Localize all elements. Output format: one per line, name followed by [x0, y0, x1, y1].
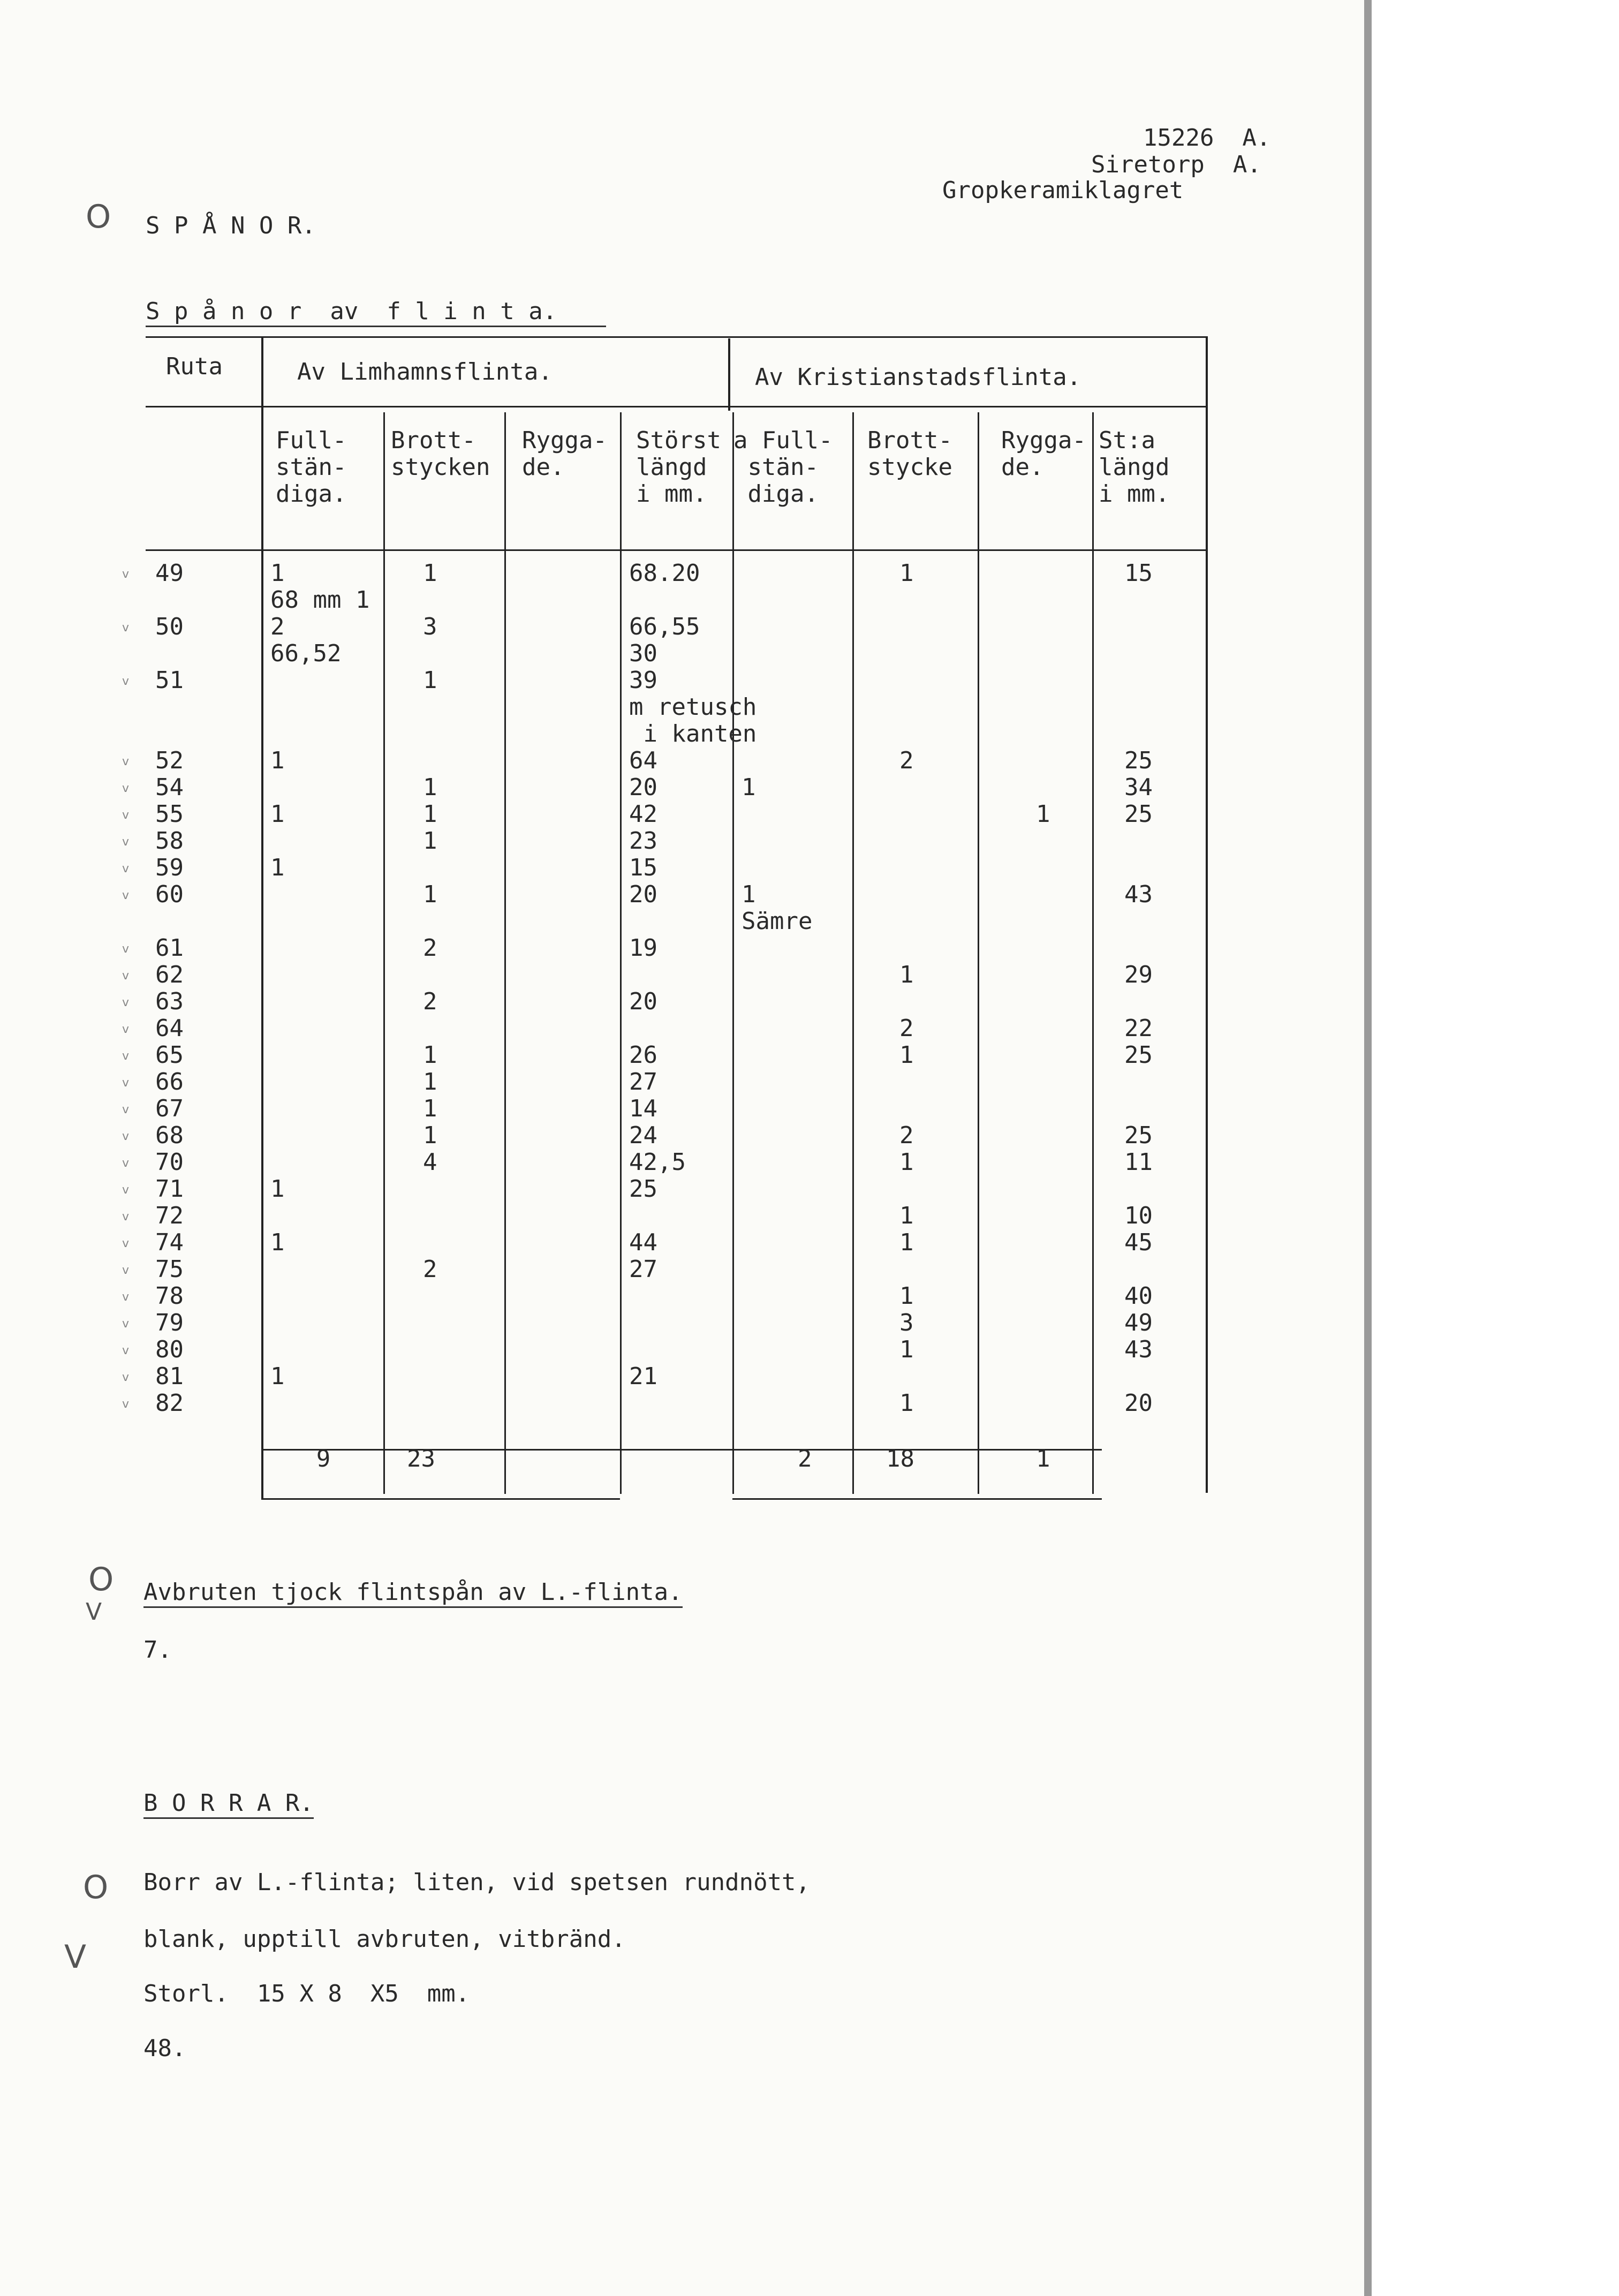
subheader-full-k: a Full- stän- diga. — [733, 427, 833, 508]
margin-check-mark-2: V — [64, 1938, 87, 1976]
col-line-7 — [1092, 412, 1094, 1494]
cell-sta-k-row-79: 49 — [1124, 1309, 1153, 1336]
cell-ruta-row-78: 78 — [155, 1282, 184, 1310]
subheader-sta-k: St:a längd i mm. — [1099, 427, 1170, 508]
cell-ruta-row-61: 61 — [155, 934, 184, 962]
margin-circle-mark-1: O — [86, 198, 111, 236]
cell-storst-l-row-50: 66,55 30 — [629, 613, 700, 667]
note-avbruten-number: 7. — [143, 1636, 172, 1664]
margin-tick-row-81: v — [122, 1371, 130, 1384]
cell-ruta-row-66: 66 — [155, 1068, 184, 1096]
cell-brott-k-row-82: 1 — [899, 1389, 914, 1417]
cell-sta-k-row-49: 15 — [1124, 560, 1153, 587]
cell-sta-k-row-62: 29 — [1124, 961, 1153, 988]
margin-tick-row-75: v — [122, 1264, 130, 1277]
cell-storst-l-row-61: 19 — [629, 934, 657, 962]
cell-sta-k-row-74: 45 — [1124, 1229, 1153, 1256]
note-borr-line-1: Borr av L.-flinta; liten, vid spetsen rundnött, — [143, 1869, 811, 1896]
cell-ruta-row-54: 54 — [155, 774, 184, 801]
cell-brott-l-row-63: 2 — [423, 988, 437, 1015]
cell-ruta-row-59: 59 — [155, 854, 184, 881]
margin-tick-row-51: v — [122, 675, 130, 688]
cell-ruta-row-62: 62 — [155, 961, 184, 988]
cell-brott-l-row-54: 1 — [423, 774, 437, 801]
section-subtitle: S p å n o r av f l i n t a. — [146, 298, 606, 327]
margin-circle-mark-2: O — [88, 1561, 114, 1598]
cell-brott-k-row-68: 2 — [899, 1122, 914, 1149]
cell-brott-l-row-75: 2 — [423, 1256, 437, 1283]
cell-sta-k-row-72: 10 — [1124, 1202, 1153, 1229]
cell-storst-l-row-59: 15 — [629, 854, 657, 881]
margin-tick-row-70: v — [122, 1157, 130, 1170]
total-full-k: 2 — [798, 1445, 812, 1472]
margin-tick-row-67: v — [122, 1103, 130, 1116]
cell-sta-k-row-52: 25 — [1124, 747, 1153, 774]
cell-full-l-row-52: 1 — [270, 747, 285, 774]
totals-bottom-line-left — [261, 1498, 620, 1500]
cell-storst-l-row-49: 68.20 — [629, 560, 700, 587]
cell-storst-l-row-55: 42 — [629, 800, 657, 828]
cell-brott-l-row-49: 1 — [423, 560, 437, 587]
margin-tick-row-59: v — [122, 862, 130, 875]
cell-storst-l-row-68: 24 — [629, 1122, 657, 1149]
cell-ruta-row-65: 65 — [155, 1041, 184, 1069]
margin-tick-row-50: v — [122, 621, 130, 635]
table-header-line — [146, 406, 1208, 407]
cell-brott-k-row-74: 1 — [899, 1229, 914, 1256]
cell-full-l-row-59: 1 — [270, 854, 285, 881]
col-line-3 — [620, 412, 622, 1494]
margin-tick-row-60: v — [122, 889, 130, 902]
header-ruta: Ruta — [166, 353, 223, 380]
totals-top-line — [261, 1449, 1102, 1451]
cell-ruta-row-49: 49 — [155, 560, 184, 587]
margin-tick-row-79: v — [122, 1317, 130, 1331]
cell-brott-k-row-80: 1 — [899, 1336, 914, 1363]
cell-storst-l-row-63: 20 — [629, 988, 657, 1015]
header-group-limhamn: Av Limhamnsflinta. — [297, 358, 553, 386]
cell-sta-k-row-60: 43 — [1124, 881, 1153, 908]
cell-brott-l-row-60: 1 — [423, 881, 437, 908]
col-line-6 — [978, 412, 979, 1494]
table-top-line — [146, 336, 1208, 338]
subheader-brott-k: Brott- stycke — [867, 427, 952, 481]
cell-brott-k-row-79: 3 — [899, 1309, 914, 1336]
cell-ruta-row-63: 63 — [155, 988, 184, 1015]
cell-ruta-row-67: 67 — [155, 1095, 184, 1122]
cell-sta-k-row-80: 43 — [1124, 1336, 1153, 1363]
subheader-rygg-k: Rygga- de. — [1001, 427, 1086, 481]
cell-sta-k-row-55: 25 — [1124, 800, 1153, 828]
margin-tick-row-78: v — [122, 1290, 130, 1304]
cell-ruta-row-81: 81 — [155, 1363, 184, 1390]
cell-brott-k-row-52: 2 — [899, 747, 914, 774]
header-group-kristianstad: Av Kristianstadsflinta. — [755, 364, 1081, 391]
col-line-1 — [383, 412, 385, 1494]
cell-ruta-row-72: 72 — [155, 1202, 184, 1229]
cell-full-l-row-50: 2 66,52 — [270, 613, 342, 667]
total-brott-l: 23 — [407, 1445, 435, 1472]
subheader-full-l: Full- stän- diga. — [276, 427, 347, 508]
cell-brott-l-row-51: 1 — [423, 667, 437, 694]
cell-brott-l-row-61: 2 — [423, 934, 437, 962]
cell-brott-l-row-50: 3 — [423, 613, 437, 640]
margin-tick-row-49: v — [122, 568, 130, 581]
cell-storst-l-row-71: 25 — [629, 1175, 657, 1203]
cell-full-l-row-71: 1 — [270, 1175, 285, 1203]
page-edge-background — [1372, 0, 1619, 2296]
margin-tick-row-54: v — [122, 782, 130, 795]
note-borr-line-3: Storl. 15 X 8 X5 mm. — [143, 1980, 470, 2007]
margin-tick-row-74: v — [122, 1237, 130, 1250]
margin-circle-mark-3: O — [83, 1869, 109, 1906]
cell-sta-k-row-54: 34 — [1124, 774, 1153, 801]
cell-brott-l-row-55: 1 — [423, 800, 437, 828]
margin-tick-row-63: v — [122, 996, 130, 1009]
margin-tick-row-58: v — [122, 835, 130, 849]
col-line-2 — [504, 412, 506, 1494]
subheader-storst-l: Störst längd i mm. — [636, 427, 721, 508]
cell-ruta-row-58: 58 — [155, 827, 184, 855]
cell-brott-k-row-64: 2 — [899, 1015, 914, 1042]
cell-full-k-row-60: 1 Sämre — [742, 881, 813, 935]
col-line-right — [1206, 336, 1208, 1493]
cell-ruta-row-51: 51 — [155, 667, 184, 694]
cell-brott-l-row-65: 1 — [423, 1041, 437, 1069]
margin-tick-row-72: v — [122, 1210, 130, 1223]
cell-full-l-row-74: 1 — [270, 1229, 285, 1256]
margin-tick-row-82: v — [122, 1398, 130, 1411]
cell-brott-k-row-78: 1 — [899, 1282, 914, 1310]
margin-tick-row-80: v — [122, 1344, 130, 1357]
cell-ruta-row-82: 82 — [155, 1389, 184, 1417]
subheader-brott-l: Brott- stycken — [391, 427, 490, 481]
cell-ruta-row-68: 68 — [155, 1122, 184, 1149]
cell-ruta-row-60: 60 — [155, 881, 184, 908]
cell-brott-l-row-66: 1 — [423, 1068, 437, 1096]
note-avbruten: Avbruten tjock flintspån av L.-flinta. — [143, 1578, 683, 1608]
margin-tick-row-55: v — [122, 809, 130, 822]
cell-storst-l-row-60: 20 — [629, 881, 657, 908]
totals-bottom-line-right — [732, 1498, 1102, 1500]
cell-storst-l-row-51: 39 m retusch i kanten — [629, 667, 757, 747]
cell-full-l-row-81: 1 — [270, 1363, 285, 1390]
col-line-5 — [852, 412, 854, 1494]
cell-full-k-row-54: 1 — [742, 774, 756, 801]
cell-full-l-row-55: 1 — [270, 800, 285, 828]
cell-ruta-row-71: 71 — [155, 1175, 184, 1203]
note-borr-line-2: blank, upptill avbruten, vitbränd. — [143, 1925, 626, 1953]
margin-check-mark-1: V — [86, 1598, 102, 1626]
table-subheader-line — [146, 549, 1208, 551]
cell-storst-l-row-67: 14 — [629, 1095, 657, 1122]
margin-tick-row-61: v — [122, 942, 130, 956]
total-rygg-k: 1 — [1036, 1445, 1050, 1472]
cell-storst-l-row-74: 44 — [629, 1229, 657, 1256]
margin-tick-row-64: v — [122, 1023, 130, 1036]
cell-ruta-row-64: 64 — [155, 1015, 184, 1042]
cell-brott-l-row-58: 1 — [423, 827, 437, 855]
cell-sta-k-row-64: 22 — [1124, 1015, 1153, 1042]
cell-storst-l-row-54: 20 — [629, 774, 657, 801]
header-line-2: Siretorp A. — [1091, 151, 1261, 178]
cell-ruta-row-50: 50 — [155, 613, 184, 640]
cell-storst-l-row-58: 23 — [629, 827, 657, 855]
margin-tick-row-68: v — [122, 1130, 130, 1143]
cell-ruta-row-52: 52 — [155, 747, 184, 774]
cell-brott-l-row-70: 4 — [423, 1149, 437, 1176]
group-divider — [728, 338, 730, 411]
cell-storst-l-row-52: 64 — [629, 747, 657, 774]
cell-brott-k-row-70: 1 — [899, 1149, 914, 1176]
cell-brott-l-row-67: 1 — [423, 1095, 437, 1122]
total-full-l: 9 — [316, 1445, 331, 1472]
header-line-1: 15226 A. — [1143, 124, 1271, 152]
section-title-borrar: B O R R A R. — [143, 1789, 314, 1819]
cell-brott-k-row-62: 1 — [899, 961, 914, 988]
cell-storst-l-row-70: 42,5 — [629, 1149, 686, 1176]
cell-ruta-row-70: 70 — [155, 1149, 184, 1176]
margin-tick-row-66: v — [122, 1076, 130, 1090]
col-line-4 — [732, 412, 734, 1494]
cell-rygg-k-row-55: 1 — [1036, 800, 1050, 828]
section-title-spanor: S P Å N O R. — [146, 212, 316, 239]
margin-tick-row-71: v — [122, 1183, 130, 1197]
margin-tick-row-65: v — [122, 1049, 130, 1063]
cell-brott-k-row-72: 1 — [899, 1202, 914, 1229]
subheader-rygg-l: Rygga- de. — [522, 427, 607, 481]
cell-sta-k-row-65: 25 — [1124, 1041, 1153, 1069]
cell-ruta-row-80: 80 — [155, 1336, 184, 1363]
cell-ruta-row-75: 75 — [155, 1256, 184, 1283]
cell-ruta-row-79: 79 — [155, 1309, 184, 1336]
cell-brott-l-row-68: 1 — [423, 1122, 437, 1149]
header-line-3: Gropkeramiklagret — [942, 177, 1184, 204]
page-edge-shadow — [1364, 0, 1372, 2296]
cell-storst-l-row-66: 27 — [629, 1068, 657, 1096]
cell-sta-k-row-82: 20 — [1124, 1389, 1153, 1417]
cell-ruta-row-55: 55 — [155, 800, 184, 828]
cell-sta-k-row-78: 40 — [1124, 1282, 1153, 1310]
cell-full-l-row-49: 1 68 mm 1 — [270, 560, 370, 614]
cell-storst-l-row-75: 27 — [629, 1256, 657, 1283]
margin-tick-row-62: v — [122, 969, 130, 983]
cell-brott-k-row-65: 1 — [899, 1041, 914, 1069]
col-line-ruta — [261, 336, 263, 1498]
cell-sta-k-row-68: 25 — [1124, 1122, 1153, 1149]
cell-storst-l-row-81: 21 — [629, 1363, 657, 1390]
note-borr-number: 48. — [143, 2035, 186, 2062]
cell-sta-k-row-70: 11 — [1124, 1149, 1153, 1176]
cell-ruta-row-74: 74 — [155, 1229, 184, 1256]
cell-storst-l-row-65: 26 — [629, 1041, 657, 1069]
cell-brott-k-row-49: 1 — [899, 560, 914, 587]
margin-tick-row-52: v — [122, 755, 130, 768]
total-brott-k: 18 — [886, 1445, 914, 1472]
